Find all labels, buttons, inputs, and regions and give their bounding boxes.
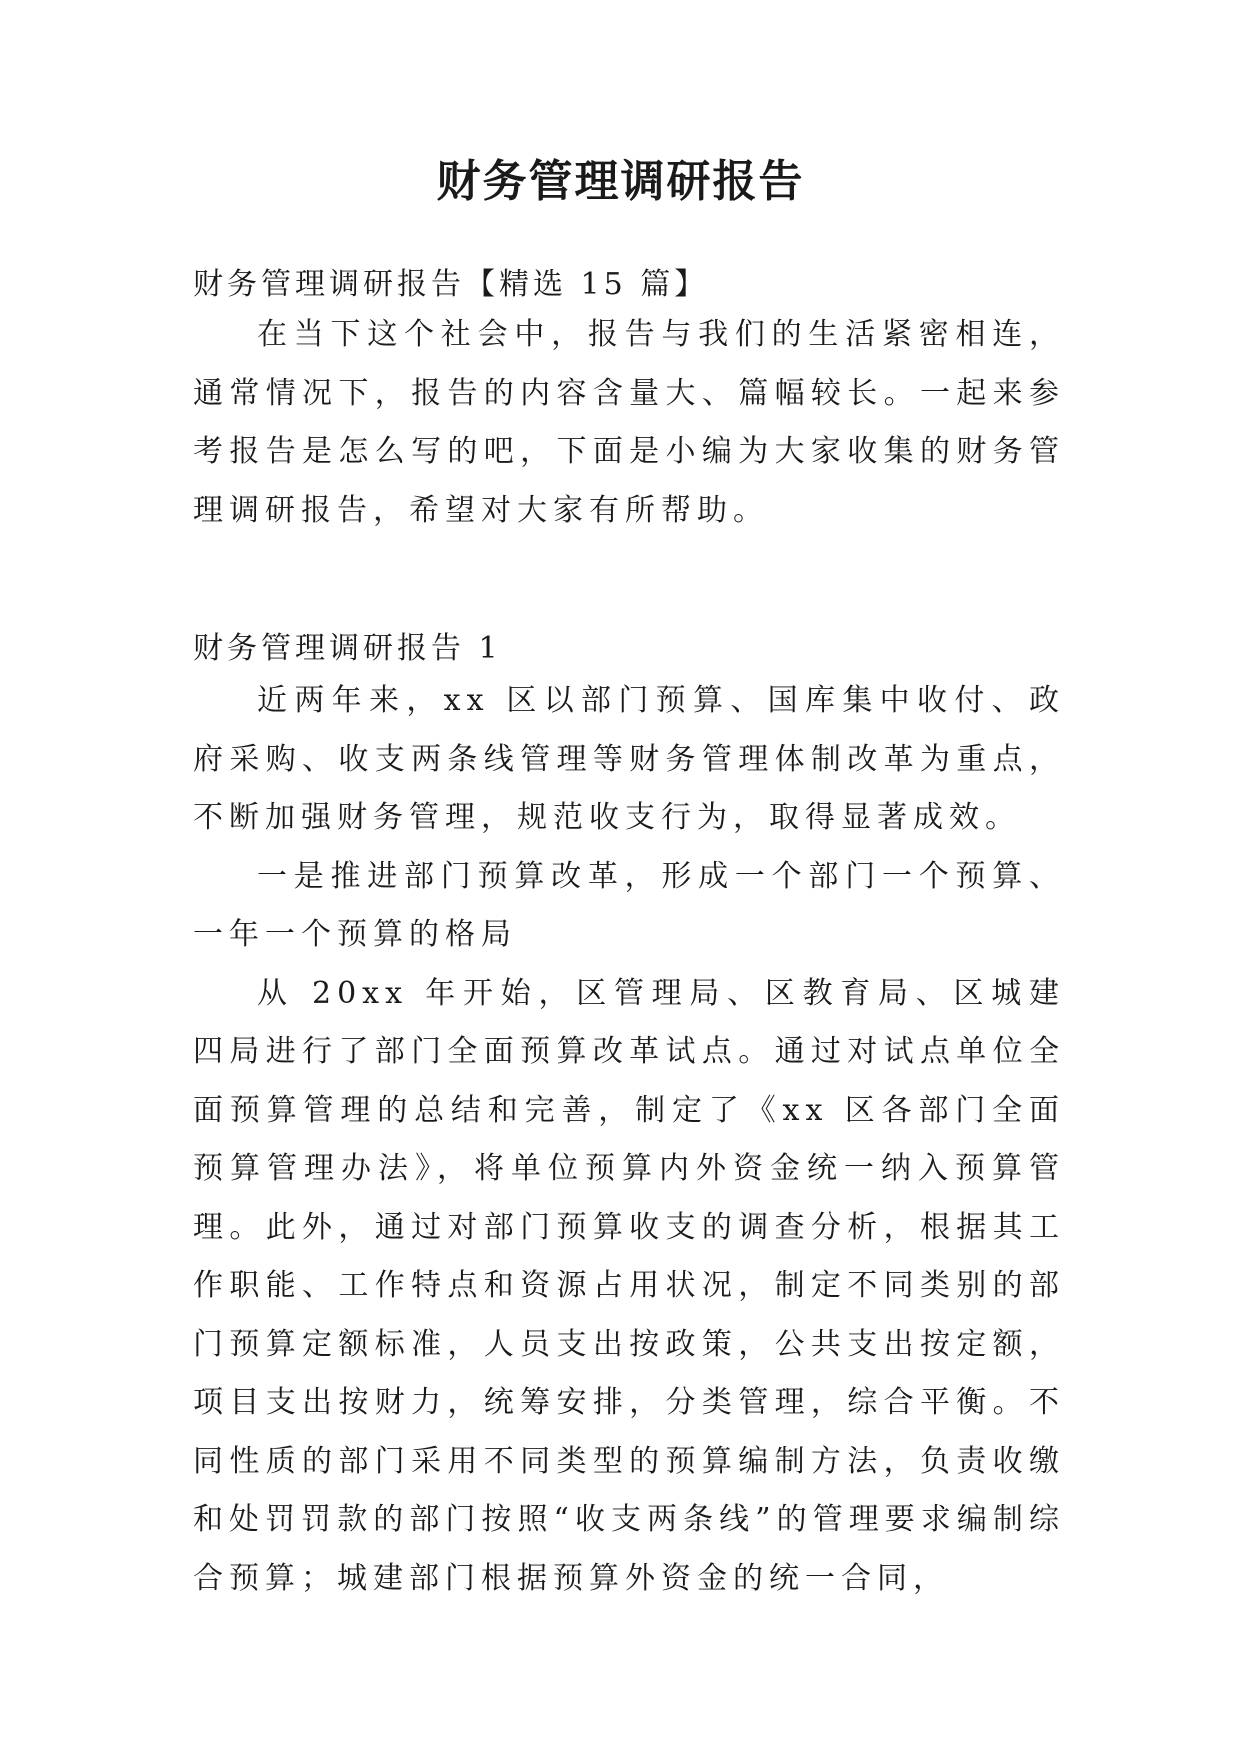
section-heading: 财务管理调研报告 1	[193, 631, 502, 666]
intro-paragraph: 在当下这个社会中，报告与我们的生活紧密相连，通常情况下，报告的内容含量大、篇幅较长。一起来参考报告是怎么写的吧，下面是小编为大家收集的财务管理调研报告，希望对大家有所帮助。	[193, 317, 1065, 528]
intro-heading: 财务管理调研报告【精选 15 篇】	[193, 267, 709, 302]
paragraph-2: 一是推进部门预算改革，形成一个部门一个预算、一年一个预算的格局	[193, 858, 1065, 952]
intro-block	[193, 306, 1065, 540]
document-title: 财务管理调研报告	[436, 156, 805, 207]
section-body	[193, 672, 1065, 1608]
paragraph-3: 从 20xx 年开始，区管理局、区教育局、区城建四局进行了部门全面预算改革试点。通过对试点单位全面预算管理的总结和完善，制定了《xx 区各部门全面预算管理办法》，将单位预算内外资金统一纳入预算管理。此外，通过对部门预算收支的调查分析，根据其工作职能、工作特点和资源占用状况，制定不同类别的部门预算定额标准，人员支出按政策，公共支出按定额，项目支出按财力，统筹安排，分类管理，综合平衡。不同性质的部门采用不同类型的预算编制方法，负责收缴和处罚罚款的部门按照“收支两条线”的管理要求编制综合预算；城建部门根据预算外资金的统一合同，	[193, 975, 1065, 1596]
paragraph-1: 近两年来，xx 区以部门预算、国库集中收付、政府采购、收支两条线管理等财务管理体制改革为重点，不断加强财务管理，规范收支行为，取得显著成效。	[193, 683, 1065, 835]
